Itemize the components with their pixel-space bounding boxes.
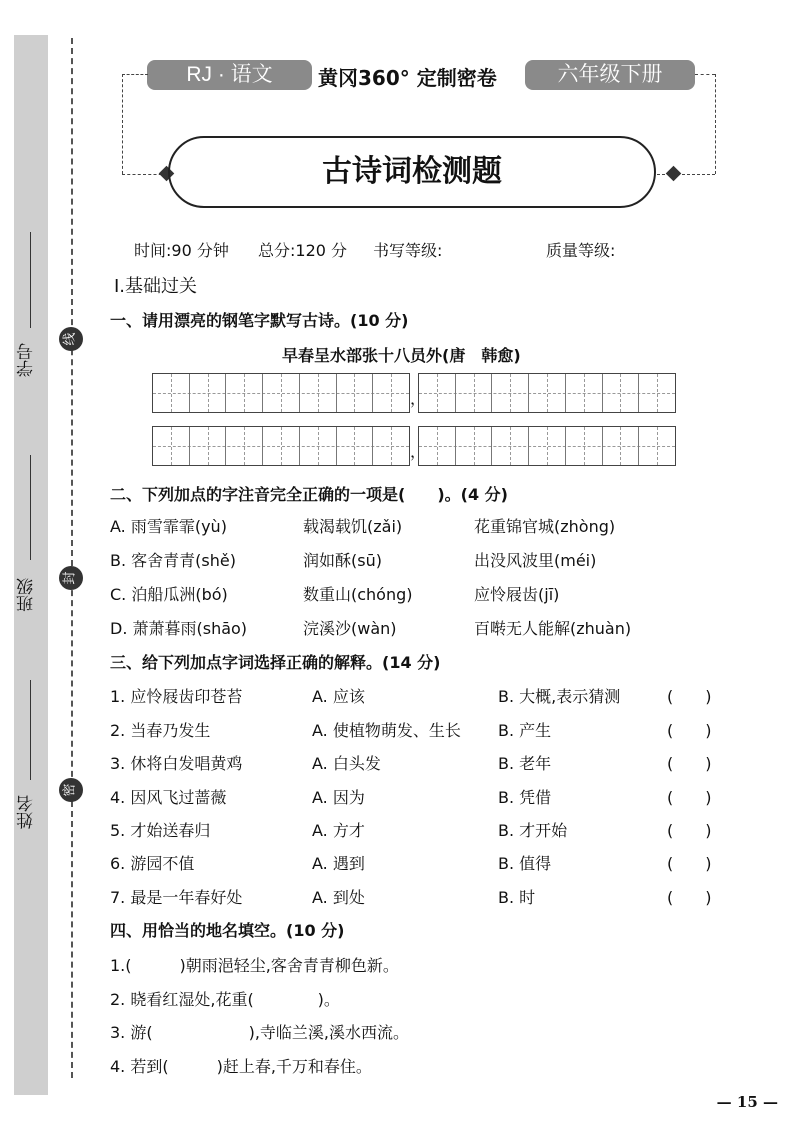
q3-item: 3. 休将白发唱黄鸡 <box>110 754 243 773</box>
q2-option: 浣溪沙(wàn) <box>303 619 397 638</box>
q3-choice-b: B. 才开始 <box>498 821 568 840</box>
answer-blank[interactable]: ( ) <box>667 821 712 840</box>
q4-item[interactable]: 3. 游( ),寺临兰溪,溪水西流。 <box>110 1023 410 1042</box>
class-blank <box>30 455 31 560</box>
page-number: — 15 — <box>716 1093 778 1111</box>
q3-choice-b: B. 时 <box>498 888 536 907</box>
q3-item: 1. 应怜屐齿印苍苔 <box>110 687 243 706</box>
student-id-label: 学号 <box>17 343 37 377</box>
q2-option: C. 泊船瓜洲(bó) <box>110 585 228 604</box>
q3-choice-a: A. 应该 <box>312 687 365 706</box>
answer-blank[interactable]: ( ) <box>667 788 712 807</box>
part-title: Ⅰ.基础过关 <box>114 276 198 297</box>
diamond-icon <box>666 166 682 182</box>
q4-item[interactable]: 1.( )朝雨浥轻尘,客舍青青柳色新。 <box>110 956 399 975</box>
q3-choice-b: B. 大概,表示猜测 <box>498 687 621 706</box>
writing-grid[interactable] <box>418 373 676 413</box>
answer-blank[interactable]: ( ) <box>667 687 712 706</box>
q2-option: 数重山(chóng) <box>303 585 413 604</box>
writing-grid[interactable] <box>152 373 410 413</box>
q3-choice-a: A. 到处 <box>312 888 365 907</box>
q3-item: 5. 才始送春归 <box>110 821 211 840</box>
q3-choice-a: A. 使植物萌发、生长 <box>312 721 461 740</box>
subject-badge: RJ · 语文 <box>147 60 312 90</box>
q3-item: 6. 游园不值 <box>110 854 195 873</box>
q2-option: 百啭无人能解(zhuàn) <box>474 619 632 638</box>
total-score: 总分:120 分 <box>258 241 348 260</box>
q3-choice-b: B. 凭借 <box>498 788 552 807</box>
q4-item[interactable]: 2. 晓看红湿处,花重( )。 <box>110 990 340 1009</box>
quality-grade: 质量等级: <box>546 241 616 260</box>
name-label: 姓名 <box>17 795 37 829</box>
q2-option: B. 客舍青青(shě) <box>110 551 236 570</box>
seal-dense-mark: 密 <box>59 778 83 802</box>
q3-choice-b: B. 产生 <box>498 721 552 740</box>
q2-option: 载渴载饥(zǎi) <box>303 517 403 536</box>
q3-title: 三、给下列加点字词选择正确的解释。(14 分) <box>110 653 441 672</box>
q2-option: 出没风波里(méi) <box>474 551 597 570</box>
frame-line <box>695 74 715 75</box>
q3-item: 2. 当春乃发生 <box>110 721 211 740</box>
q3-item: 7. 最是一年春好处 <box>110 888 243 907</box>
writing-grade: 书写等级: <box>373 241 443 260</box>
q2-option: 润如酥(sū) <box>303 551 382 570</box>
comma: ， <box>410 389 427 408</box>
q4-title: 四、用恰当的地名填空。(10 分) <box>110 921 345 940</box>
comma: ， <box>410 442 427 461</box>
q2-option: 花重锦官城(zhòng) <box>474 517 616 536</box>
seal-seal-mark: 封 <box>59 566 83 590</box>
poem-title: 早春呈水部张十八员外(唐 韩愈) <box>282 346 521 365</box>
time-info: 时间:90 分钟 <box>134 241 229 260</box>
class-label: 班级 <box>17 578 37 612</box>
q3-choice-b: B. 老年 <box>498 754 552 773</box>
answer-blank[interactable]: ( ) <box>667 721 712 740</box>
q3-choice-a: A. 因为 <box>312 788 365 807</box>
page-title: 古诗词检测题 <box>168 136 656 208</box>
frame-line <box>122 74 123 174</box>
q2-option: 应怜屐齿(jī) <box>474 585 560 604</box>
frame-line <box>715 74 716 174</box>
q2-option: A. 雨雪霏霏(yù) <box>110 517 227 536</box>
grade-badge: 六年级下册 <box>525 60 695 90</box>
answer-blank[interactable]: ( ) <box>667 854 712 873</box>
name-blank <box>30 680 31 780</box>
writing-grid[interactable] <box>418 426 676 466</box>
answer-blank[interactable]: ( ) <box>667 888 712 907</box>
seal-line-mark: 线 <box>59 327 83 351</box>
q2-title: 二、下列加点的字注音完全正确的一项是( )。(4 分) <box>110 485 508 504</box>
q3-choice-a: A. 遇到 <box>312 854 365 873</box>
answer-blank[interactable]: ( ) <box>667 754 712 773</box>
q2-option: D. 萧萧暮雨(shāo) <box>110 619 248 638</box>
seal-dashed-line <box>71 38 73 1078</box>
writing-grid[interactable] <box>152 426 410 466</box>
q3-choice-b: B. 值得 <box>498 854 552 873</box>
frame-line <box>122 74 148 75</box>
q3-choice-a: A. 方才 <box>312 821 365 840</box>
q1-title: 一、请用漂亮的钢笔字默写古诗。(10 分) <box>110 311 409 330</box>
q3-choice-a: A. 白头发 <box>312 754 381 773</box>
series-title: 黄冈360° 定制密卷 <box>318 66 497 90</box>
q3-item: 4. 因风飞过蔷薇 <box>110 788 227 807</box>
student-id-blank <box>30 232 31 328</box>
q4-item[interactable]: 4. 若到( )赶上春,千万和春住。 <box>110 1057 372 1076</box>
